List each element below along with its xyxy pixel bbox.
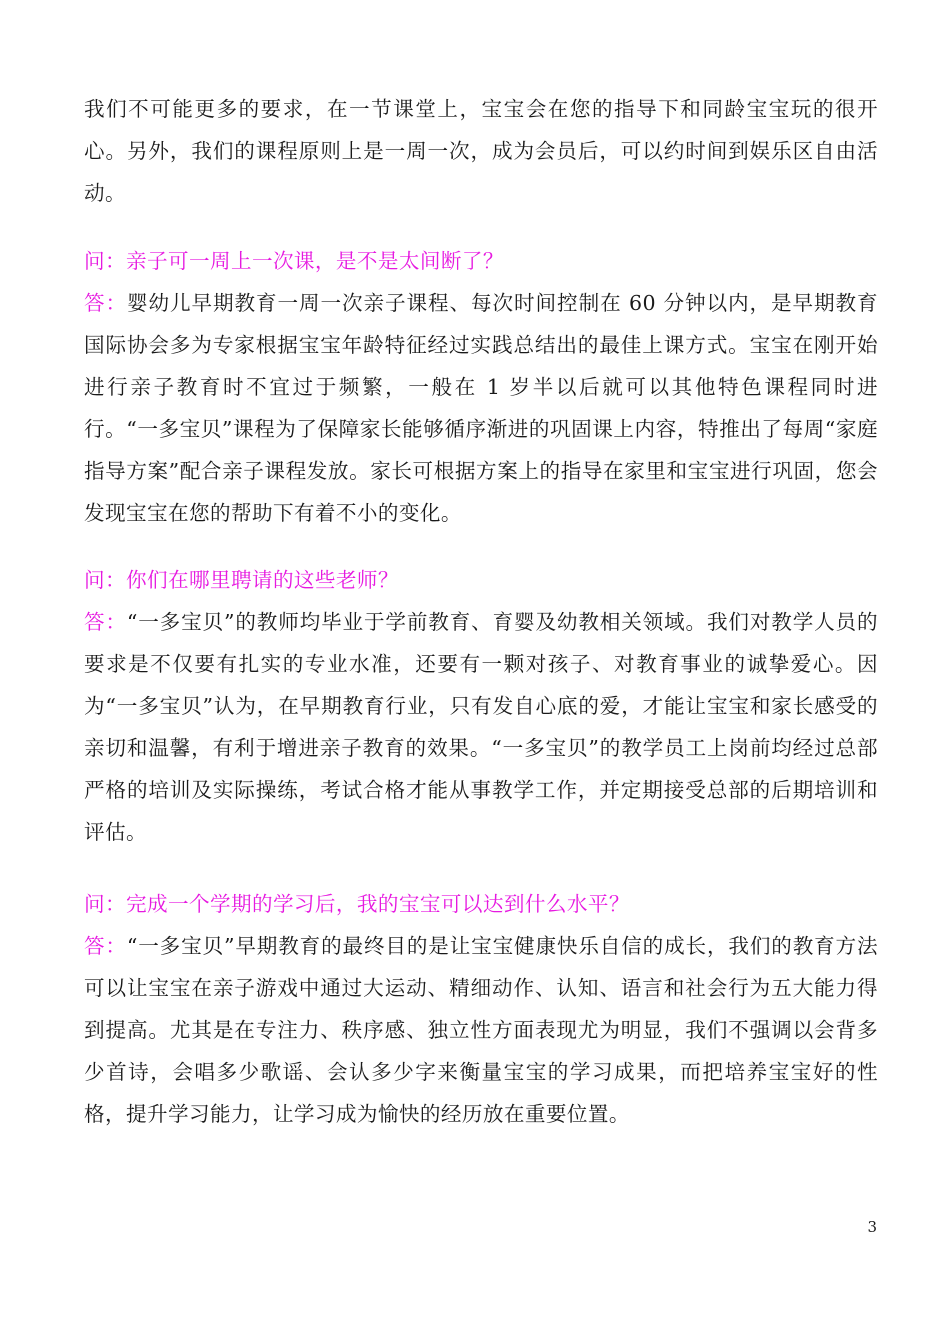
- answer-3-prefix: 答：: [84, 934, 127, 958]
- question-3: 问：完成一个学期的学习后，我的宝宝可以达到什么水平？: [84, 892, 630, 916]
- question-2: 问：你们在哪里聘请的这些老师？: [84, 568, 399, 592]
- question-1: 问：亲子可一周上一次课，是不是太间断了？: [84, 249, 504, 273]
- qa-block-2: [84, 559, 878, 853]
- answer-2-text: “一多宝贝”的教师均毕业于学前教育、育婴及幼教相关领域。我们对教学人员的要求是不仅要有扎实的专业水准，还要有一颗对孩子、对教育事业的诚挚爱心。因为“一多宝贝”认为，在早期教育行业，只有发自心底的爱，才能让宝宝和家长感受的亲切和温馨，有利于增进亲子教育的效果。“一多宝贝”的教学员工上岗前均经过总部严格的培训及实际操练，考试合格才能从事教学工作，并定期接受总部的后期培训和评估。: [84, 610, 878, 844]
- answer-1-text: 婴幼儿早期教育一周一次亲子课程、每次时间控制在 60 分钟以内，是早期教育国际协会多为专家根据宝宝年龄特征经过实践总结出的最佳上课方式。宝宝在刚开始进行亲子教育时不宜过于频繁，一般在 1 岁半以后就可以其他特色课程同时进行。“一多宝贝”课程为了保障家长能够循序渐进的巩固课上内容，特推出了每周“家庭指导方案”配合亲子课程发放。家长可根据方案上的指导在家里和宝宝进行巩固，您会发现宝宝在您的帮助下有着不小的变化。: [84, 291, 878, 525]
- intro-paragraph: 我们不可能更多的要求，在一节课堂上，宝宝会在您的指导下和同龄宝宝玩的很开心。另外，我们的课程原则上是一周一次，成为会员后，可以约时间到娱乐区自由活动。: [84, 97, 878, 205]
- answer-1-prefix: 答：: [84, 291, 128, 315]
- answer-2-prefix: 答：: [84, 610, 127, 634]
- answer-3: [84, 925, 878, 1135]
- qa-block-3: [84, 883, 878, 1135]
- qa-block-1: [84, 240, 878, 534]
- answer-3-text: “一多宝贝”早期教育的最终目的是让宝宝健康快乐自信的成长，我们的教育方法可以让宝宝在亲子游戏中通过大运动、精细动作、认知、语言和社会行为五大能力得到提高。尤其是在专注力、秩序感、独立性方面表现尤为明显，我们不强调以会背多少首诗，会唱多少歌谣、会认多少字来衡量宝宝的学习成果，而把培养宝宝好的性格，提升学习能力，让学习成为愉快的经历放在重要位置。: [84, 934, 878, 1126]
- answer-2: [84, 601, 878, 853]
- answer-1: [84, 282, 878, 534]
- page-number: 3: [867, 1218, 877, 1236]
